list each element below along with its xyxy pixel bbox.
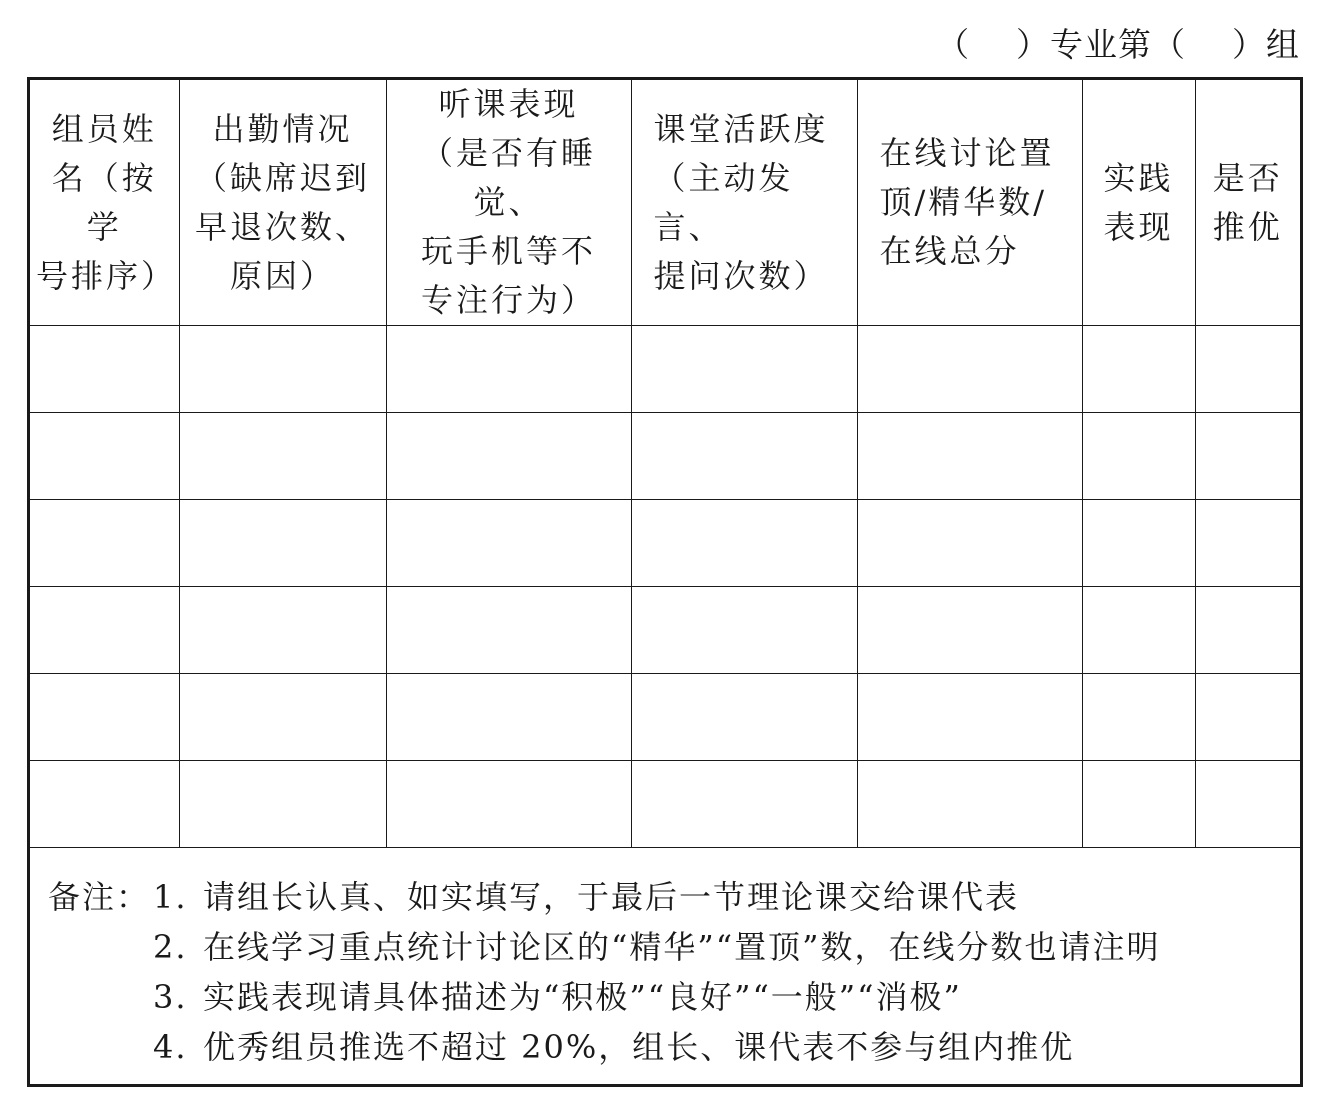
notes-prefix: 备注： [48, 878, 151, 916]
table-cell[interactable] [1195, 587, 1300, 674]
table-cell[interactable] [386, 761, 631, 848]
table-cell[interactable] [1195, 500, 1300, 587]
table-cell[interactable] [386, 500, 631, 587]
table-cell[interactable] [857, 761, 1082, 848]
table-cell[interactable] [30, 587, 179, 674]
table-row [30, 761, 1300, 848]
table-cell[interactable] [386, 413, 631, 500]
note-item [48, 1022, 1300, 1072]
table-cell[interactable] [30, 674, 179, 761]
notes-section [30, 848, 1300, 1072]
table-cell[interactable] [386, 326, 631, 413]
header-attendance: 出勤情况 （缺席迟到 早退次数、 原因） [179, 80, 386, 326]
note-number: 1. [153, 878, 188, 916]
header-row [30, 80, 1300, 326]
table-cell[interactable] [1195, 413, 1300, 500]
table-row [30, 587, 1300, 674]
table-cell[interactable] [1082, 326, 1195, 413]
table-row [30, 413, 1300, 500]
table-cell[interactable] [179, 500, 386, 587]
note-text: 在线学习重点统计讨论区的“精华”“置顶”数，在线分数也请注明 [203, 928, 1161, 966]
table-cell[interactable] [631, 326, 857, 413]
table-cell[interactable] [179, 587, 386, 674]
table-cell[interactable] [1082, 587, 1195, 674]
table-cell[interactable] [179, 761, 386, 848]
table-cell[interactable] [1082, 500, 1195, 587]
note-item [48, 922, 1300, 972]
table-row [30, 326, 1300, 413]
table-cell[interactable] [857, 413, 1082, 500]
note-item [48, 972, 1300, 1022]
header-member-name: 组员姓 名（按学 号排序） [30, 80, 179, 326]
note-item [48, 872, 1300, 922]
header-online-discussion: 在线讨论置 顶/精华数/ 在线总分 [857, 80, 1082, 326]
table-cell[interactable] [1195, 674, 1300, 761]
table-cell[interactable] [30, 326, 179, 413]
table-cell[interactable] [1082, 761, 1195, 848]
table-cell[interactable] [631, 500, 857, 587]
group-line: （ ）专业第（ ）组 [936, 25, 1300, 64]
note-text: 优秀组员推选不超过 20%，组长、课代表不参与组内推优 [203, 1028, 1075, 1066]
table-cell[interactable] [631, 413, 857, 500]
table-cell[interactable] [386, 674, 631, 761]
note-text: 请组长认真、如实填写，于最后一节理论课交给课代表 [203, 878, 1020, 916]
table-cell[interactable] [1195, 326, 1300, 413]
table-cell[interactable] [179, 674, 386, 761]
table-cell[interactable] [30, 500, 179, 587]
header-recommend: 是否 推优 [1195, 80, 1300, 326]
table-cell[interactable] [179, 326, 386, 413]
header-class-activity: 课堂活跃度 （主动发言、 提问次数） [631, 80, 857, 326]
evaluation-form [27, 77, 1303, 1087]
table-cell[interactable] [857, 326, 1082, 413]
table-row [30, 674, 1300, 761]
table-cell[interactable] [1195, 761, 1300, 848]
header-lecture-behavior: 听课表现 （是否有睡觉、 玩手机等不 专注行为） [386, 80, 631, 326]
table-cell[interactable] [1082, 674, 1195, 761]
note-number: 3. [153, 978, 188, 1016]
table-cell[interactable] [857, 587, 1082, 674]
table-cell[interactable] [631, 761, 857, 848]
table-cell[interactable] [1082, 413, 1195, 500]
evaluation-table [30, 80, 1300, 848]
table-cell[interactable] [179, 413, 386, 500]
table-cell[interactable] [857, 674, 1082, 761]
note-number: 2. [153, 928, 188, 966]
table-cell[interactable] [386, 587, 631, 674]
table-cell[interactable] [631, 674, 857, 761]
table-cell[interactable] [30, 413, 179, 500]
note-text: 实践表现请具体描述为“积极”“良好”“一般”“消极” [203, 978, 962, 1016]
header-practice: 实践 表现 [1082, 80, 1195, 326]
table-cell[interactable] [857, 500, 1082, 587]
note-number: 4. [153, 1028, 188, 1066]
table-row [30, 500, 1300, 587]
table-cell[interactable] [631, 587, 857, 674]
table-cell[interactable] [30, 761, 179, 848]
